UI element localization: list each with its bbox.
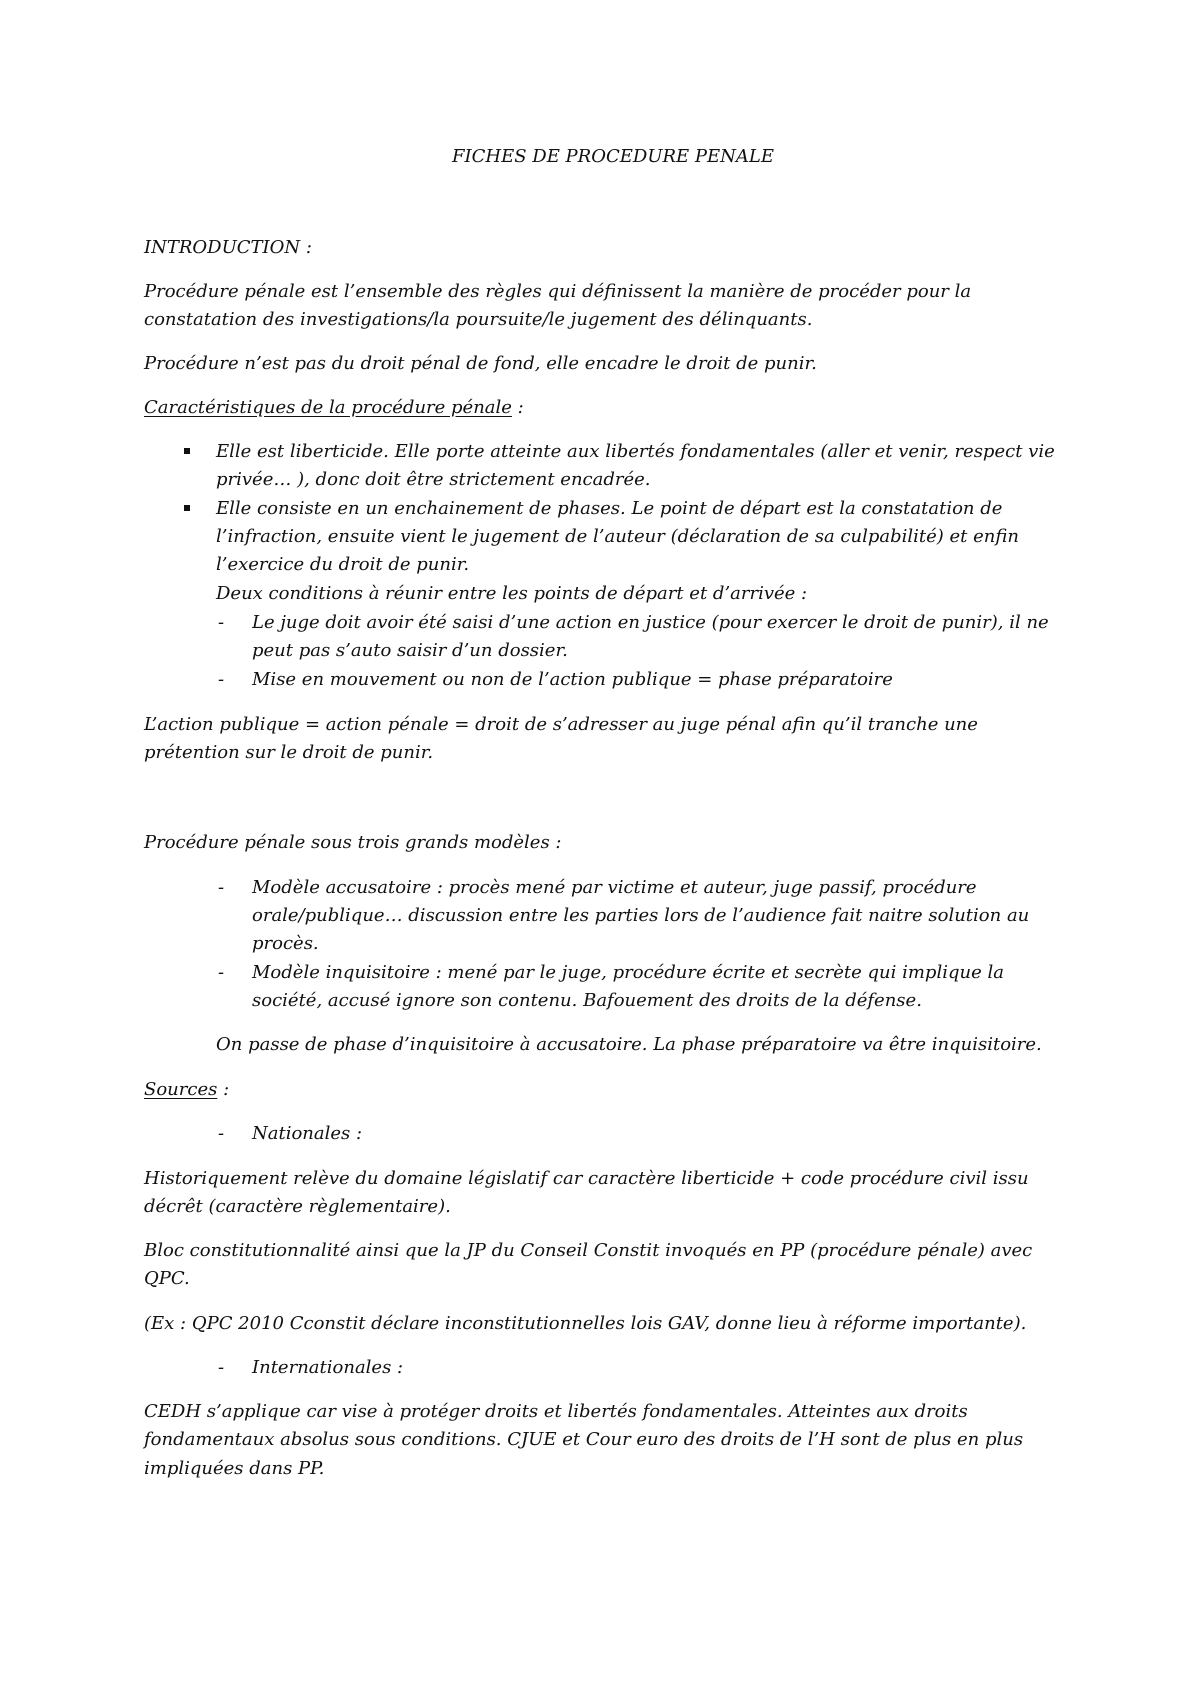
sources-heading-colon: : <box>217 1079 230 1100</box>
square-bullet-icon <box>184 448 190 454</box>
bullet-line: l’infraction, ensuite vient le jugement de l’auteur (déclaration de sa culpabilité) et enfin <box>216 526 1019 547</box>
dash-item-line: Le juge doit avoir été saisi d’une action en justice (pour exercer le droit de punir), il ne <box>252 612 1049 633</box>
square-bullet-icon <box>184 505 190 511</box>
characteristics-heading <box>144 394 524 422</box>
dash-bullet-icon: - <box>218 669 225 690</box>
dash-bullet-icon: - <box>218 877 225 898</box>
model-line: société, accusé ignore son contenu. Bafouement des droits de la défense. <box>252 990 922 1011</box>
intro-paragraph-line: constatation des investigations/la poursuite/le jugement des délinquants. <box>144 309 813 330</box>
intro-heading: INTRODUCTION : <box>144 237 312 258</box>
intro-paragraph-line: Procédure pénale est l’ensemble des règles qui définissent la manière de procéder pour la <box>144 281 972 302</box>
cedh-paragraph-line: CEDH s’applique car vise à protéger droits et libertés fondamentales. Atteintes aux droits <box>144 1401 968 1422</box>
model-line: Modèle accusatoire : procès mené par victime et auteur, juge passif, procédure <box>252 877 977 898</box>
bullet-line: l’exercice du droit de punir. <box>216 554 470 575</box>
bullet-line: privée… ), donc doit être strictement encadrée. <box>216 469 651 490</box>
bullet-line: Elle est liberticide. Elle porte atteinte aux libertés fondamentales (aller et venir, respect vie <box>216 441 1055 462</box>
bullet-line: Deux conditions à réunir entre les points de départ et d’arrivée : <box>216 583 808 604</box>
cedh-paragraph-line: fondamentaux absolus sous conditions. CJUE et Cour euro des droits de l’H sont de plus en plus <box>144 1429 1024 1450</box>
action-paragraph-line: prétention sur le droit de punir. <box>144 742 434 763</box>
characteristics-heading-colon: : <box>511 397 524 418</box>
history-paragraph-line: décrêt (caractère règlementaire). <box>144 1196 451 1217</box>
sources-heading <box>144 1076 229 1104</box>
sources-heading-text: Sources <box>144 1079 218 1100</box>
nationales-label: Nationales : <box>252 1123 363 1144</box>
model-line: procès. <box>252 933 319 954</box>
bullet-line: Elle consiste en un enchainement de phases. Le point de départ est la constatation de <box>216 498 1003 519</box>
document-title: FICHES DE PROCEDURE PENALE <box>452 146 774 167</box>
dash-bullet-icon: - <box>218 1123 225 1144</box>
model-line: orale/publique… discussion entre les parties lors de l’audience fait naitre solution au <box>252 905 1030 926</box>
models-heading: Procédure pénale sous trois grands modèles : <box>144 832 562 853</box>
bloc-paragraph-line: QPC. <box>144 1268 190 1289</box>
action-paragraph-line: L’action publique = action pénale = droit de s’adresser au juge pénal afin qu’il tranche une <box>144 714 978 735</box>
intro-paragraph-2: Procédure n’est pas du droit pénal de fond, elle encadre le droit de punir. <box>144 353 817 374</box>
characteristics-heading-text: Caractéristiques de la procédure pénale <box>144 397 512 418</box>
example-paragraph: (Ex : QPC 2010 Cconstit déclare inconstitutionnelles lois GAV, donne lieu à réforme importante). <box>144 1313 1027 1334</box>
dash-bullet-icon: - <box>218 962 225 983</box>
internationales-label: Internationales : <box>252 1357 404 1378</box>
dash-item-line: Mise en mouvement ou non de l’action publique = phase préparatoire <box>252 669 893 690</box>
dash-bullet-icon: - <box>218 612 225 633</box>
dash-item-line: peut pas s’auto saisir d’un dossier. <box>252 640 568 661</box>
history-paragraph-line: Historiquement relève du domaine législatif car caractère liberticide + code procédure civil issu <box>144 1168 1029 1189</box>
bloc-paragraph-line: Bloc constitutionnalité ainsi que la JP du Conseil Constit invoqués en PP (procédure pénale) avec <box>144 1240 1033 1261</box>
model-line: Modèle inquisitoire : mené par le juge, procédure écrite et secrète qui implique la <box>252 962 1004 983</box>
models-conclusion: On passe de phase d’inquisitoire à accusatoire. La phase préparatoire va être inquisitoire. <box>216 1034 1042 1055</box>
cedh-paragraph-line: impliquées dans PP. <box>144 1458 325 1479</box>
dash-bullet-icon: - <box>218 1357 225 1378</box>
